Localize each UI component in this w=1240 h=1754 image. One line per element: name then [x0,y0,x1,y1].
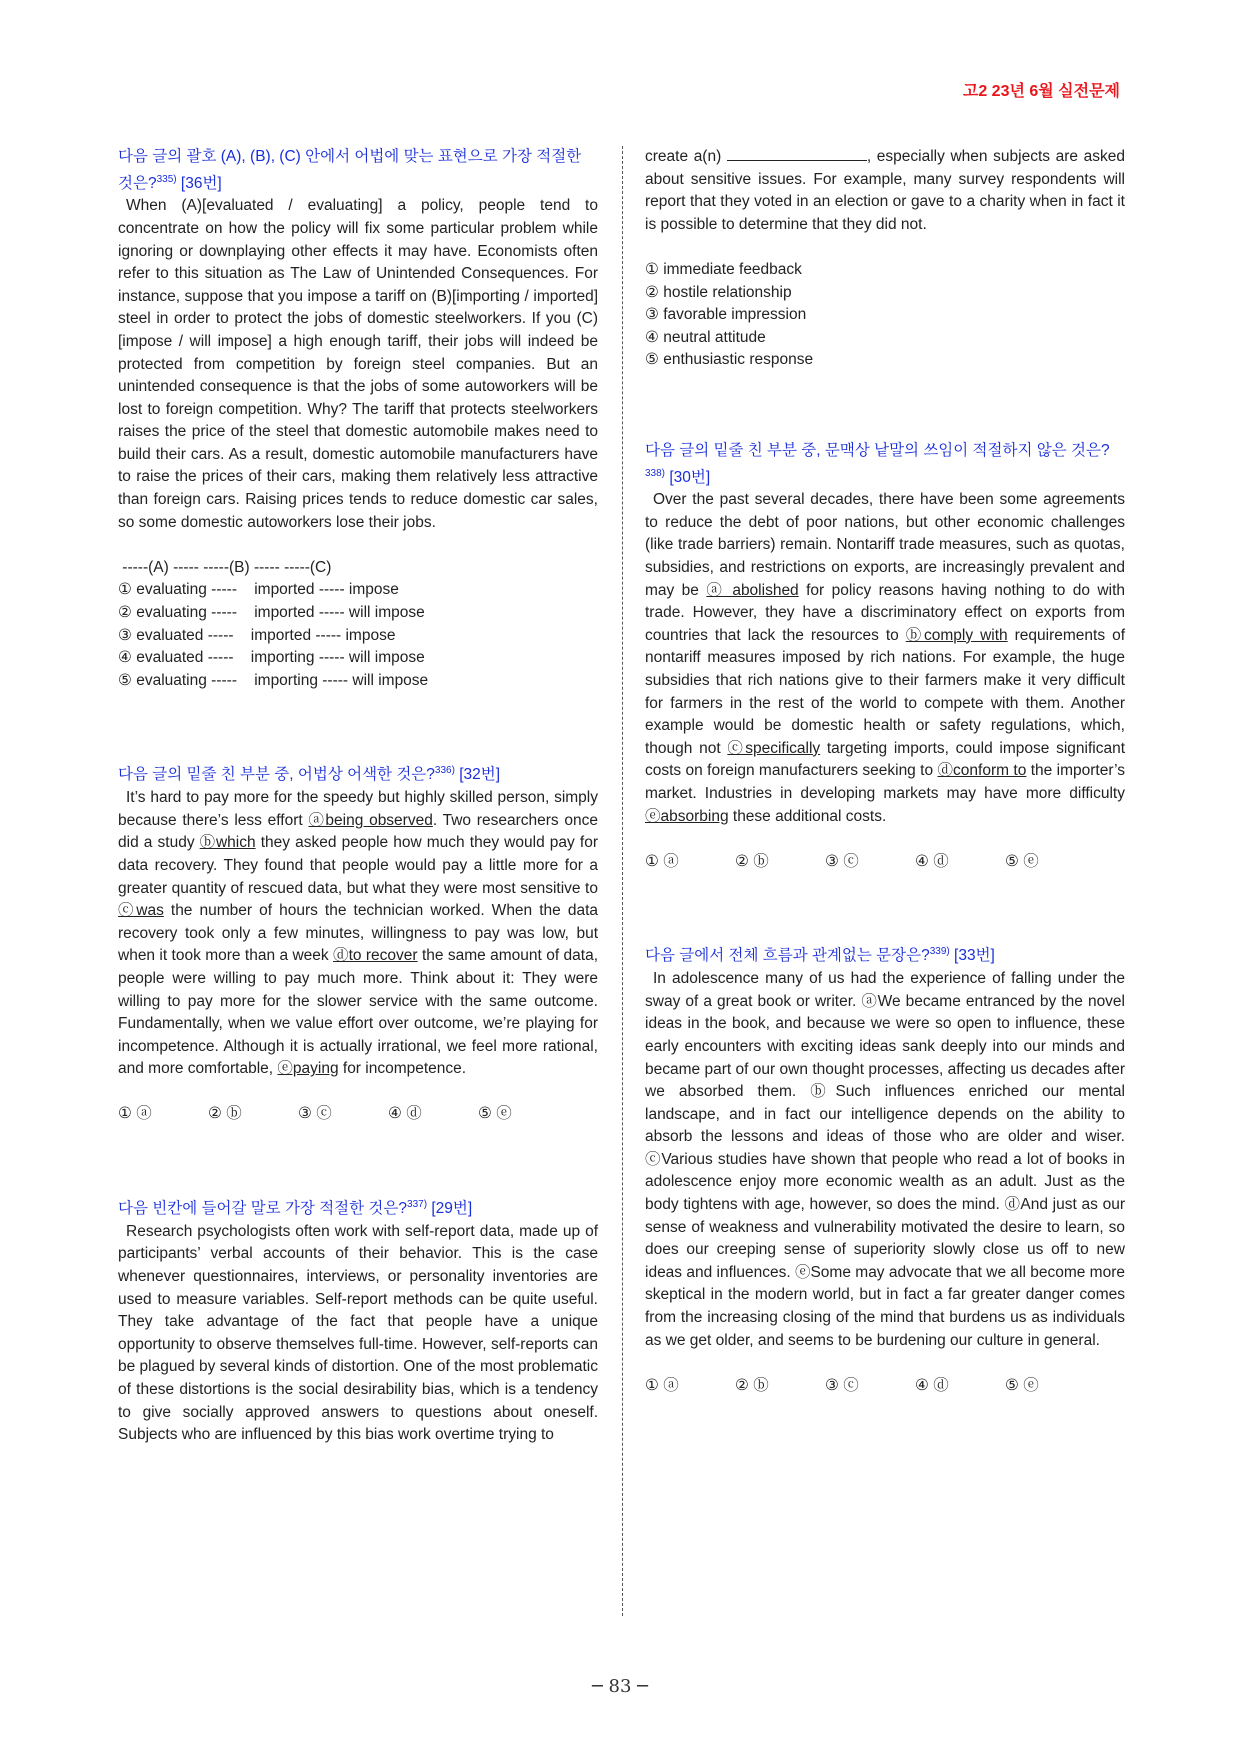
option-5[interactable]: ⑤ enthusiastic response [645,351,814,369]
passage: Research psychologists often work with self-report data, made up of participants’ verbal accounts of their behavior. This is the case whenever questionnaires, interviews, or personality inventories are used to measure variables. Self-report methods can be quite useful. They take advantage of the fact that people have a unique opportunity to observe themselves full-time. However, self-reports can be plagued by several kinds of distortion. One of the most problematic of these distortions is the social desirability bias, which is a tendency to give socially approved answers to questions about oneself. Subjects who are influenced by this bias work overtime trying to [118,1222,598,1444]
question-title: 다음 글의 밑줄 친 부분 중, 문맥상 낱말의 쓰임이 적절하지 않은 것은?$^{338)}$ [30번] [645,441,1110,486]
underlined-d: ⓓconform to [937,762,1027,780]
question-338 [645,440,1125,873]
passage: It’s hard to pay more for the speedy but highly skilled person, simply because there’s less effort ⓐbeing observed. Two researchers once did a study ⓑwhich they asked people how much they would pay for data recovery. They found that people would pay a little more for a greater quantity of rescued data, but what they were most sensitive to ⓒwas the number of hours the technician worked. When the data recovery took only a few minutes, willingness to pay was low, but when it took more than a week ⓓto recover the same amount of data, people were willing to pay much more. Think about it: They were willing to pay more for the slower service with the same outcome. Fundamentally, when we value effort over outcome, we’re playing for incompetence. Although it is actually irrational, we feel more rational, and more comfortable, ⓔpaying for incompetence. [118,789,598,1078]
option-2[interactable]: ② evaluating ----- imported ----- will impose [118,604,425,622]
choice-5[interactable]: ⑤ ⓔ [478,1105,512,1123]
choice-3[interactable]: ③ ⓒ [825,1376,859,1394]
underlined-b: ⓑwhich [199,834,256,852]
underlined-a: ⓐbeing observed [308,811,433,829]
choice-4[interactable]: ④ ⓓ [915,852,949,870]
choice-2[interactable]: ② ⓑ [735,852,769,870]
page-number: ─ 83 ─ [591,1676,649,1697]
passage: In adolescence many of us had the experience of falling under the sway of a great book or writer. ⓐWe became entranced by the novel ideas in the book, and because we were so open to influence, these early encounters with exciting ideas sank deeply into our minds and became part of our own thought processes, affecting us decades after we absorbed them. ⓑSuch influences enriched our mental landscape, and in fact our intelligence depends on the ability to absorb the lessons and ideas of those who are older and wiser. ⓒVarious studies have shown that people who read a lot of books in adolescence enjoy more economic wealth as an adult. Just as the body tightens with age, however, so does the mind. ⓓAnd just as our sense of weakness and vulnerability motivated the desire to learn, so does our creeping sense of superiority slowly close us off to new ideas and influences. ⓔSome may advocate that we all become more skeptical in the modern world, but in fact a far greater danger comes from the increasing closing of the mind that burdens us as individuals as we get older, and seems to be burdening our culture in general. [645,970,1125,1349]
answer-choices [118,1103,598,1126]
question-title: 다음 글의 괄호 (A), (B), (C) 안에서 어법에 맞는 표현으로 가장 적절한 것은?$^{335)}$ [36번] [118,148,582,192]
passage-continuation: create a(n) , especially when subjects are asked about sensitive issues. For example, many survey respondents will report that they voted in an election or gave to a charity when in fact it is possible to determine that they did not. [645,148,1125,233]
options-header: -----(A) ----- -----(B) ----- -----(C) [118,558,332,576]
option-1[interactable]: ① immediate feedback [645,260,802,278]
choice-1[interactable]: ① ⓐ [118,1105,152,1123]
right-column [645,146,1125,1397]
choice-4[interactable]: ④ ⓓ [915,1376,949,1394]
option-2[interactable]: ② hostile relationship [645,283,792,301]
choice-4[interactable]: ④ ⓓ [388,1105,422,1123]
question-335 [118,146,598,692]
answer-choices [645,851,1125,874]
choice-2[interactable]: ② ⓑ [208,1105,242,1123]
answer-choices [645,1375,1125,1398]
question-336 [118,760,598,1126]
underlined-b: ⓑcomply with [905,626,1008,644]
column-divider [622,146,623,1616]
choice-3[interactable]: ③ ⓒ [298,1105,332,1123]
option-3[interactable]: ③ evaluated ----- imported ----- impose [118,626,396,644]
choice-5[interactable]: ⑤ ⓔ [1005,852,1039,870]
underlined-c: ⓒwas [118,902,164,920]
question-title: 다음 글에서 전체 흐름과 관계없는 문장은?$^{339)}$ [33번] [645,946,995,965]
option-4[interactable]: ④ evaluated ----- importing ----- will impose [118,649,425,667]
underlined-a: ⓐ abolished [706,581,799,599]
option-1[interactable]: ① evaluating ----- imported ----- impose [118,581,399,599]
option-3[interactable]: ③ favorable impression [645,306,807,324]
underlined-c: ⓒspecifically [727,739,821,757]
option-5[interactable]: ⑤ evaluating ----- importing ----- will impose [118,671,429,689]
underlined-d: ⓓto recover [333,947,418,965]
choice-5[interactable]: ⑤ ⓔ [1005,1376,1039,1394]
question-title: 다음 글의 밑줄 친 부분 중, 어법상 어색한 것은?$^{336)}$ [32번] [118,765,501,784]
underlined-e: ⓔpaying [277,1060,339,1078]
question-337 [118,1194,598,1447]
left-column [118,146,598,1447]
answer-blank [727,147,867,161]
passage: Over the past several decades, there have been some agreements to reduce the debt of poor nations, but other economic challenges (like trade barriers) remain. Nontariff trade measures, such as quotas, subsidies, and restrictions on exports, are increasingly prevalent and may be ⓐ abolished for policy reasons having nothing to do with trade. However, they have a discriminatory effect on exports from countries that lack the resources to ⓑcomply with requirements of nontariff measures imposed by rich nations. For example, the huge subsidies that rich nations give to their farmers make it very difficult for farmers in the rest of the world to compete with them. Another example would be domestic health or safety regulations, which, though not ⓒspecifically targeting imports, could impose significant costs on foreign manufacturers seeking to ⓓconform to the importer’s market. Industries in developing markets may have more difficulty ⓔabsorbing these additional costs. [645,491,1126,825]
choice-3[interactable]: ③ ⓒ [825,852,859,870]
question-339 [645,941,1125,1397]
option-4[interactable]: ④ neutral attitude [645,328,766,346]
question-title: 다음 빈칸에 들어갈 말로 가장 적절한 것은?$^{337)}$ [29번] [118,1199,473,1218]
choice-1[interactable]: ① ⓐ [645,852,679,870]
passage: When (A)[evaluated / evaluating] a policy, people tend to concentrate on how the policy will fix some particular problem while ignoring or downplaying other effects it may have. Economists often refer to this situation as The Law of Unintended Consequences. For instance, suppose that you impose a tariff on (B)[importing / imported] steel in order to protect the jobs of domestic steelworkers. If you (C)[impose / will impose] a high enough tariff, their jobs will indeed be protected from competition by foreign steel companies. But an unintended consequence is that the jobs of some autoworkers will be lost to foreign competition. Why? The tariff that protects steelworkers raises the price of the steel that domestic automobile makes need to build their cars. As a result, domestic automobile manufacturers have to raise the prices of their cars, making them relatively less attractive than foreign cars. Raising prices tends to reduce domestic car sales, so some domestic autoworkers lose their jobs. [118,197,598,531]
choice-2[interactable]: ② ⓑ [735,1376,769,1394]
page-header-title: 고2 23년 6월 실전문제 [962,83,1120,100]
choice-1[interactable]: ① ⓐ [645,1376,679,1394]
underlined-e: ⓔabsorbing [645,807,729,825]
